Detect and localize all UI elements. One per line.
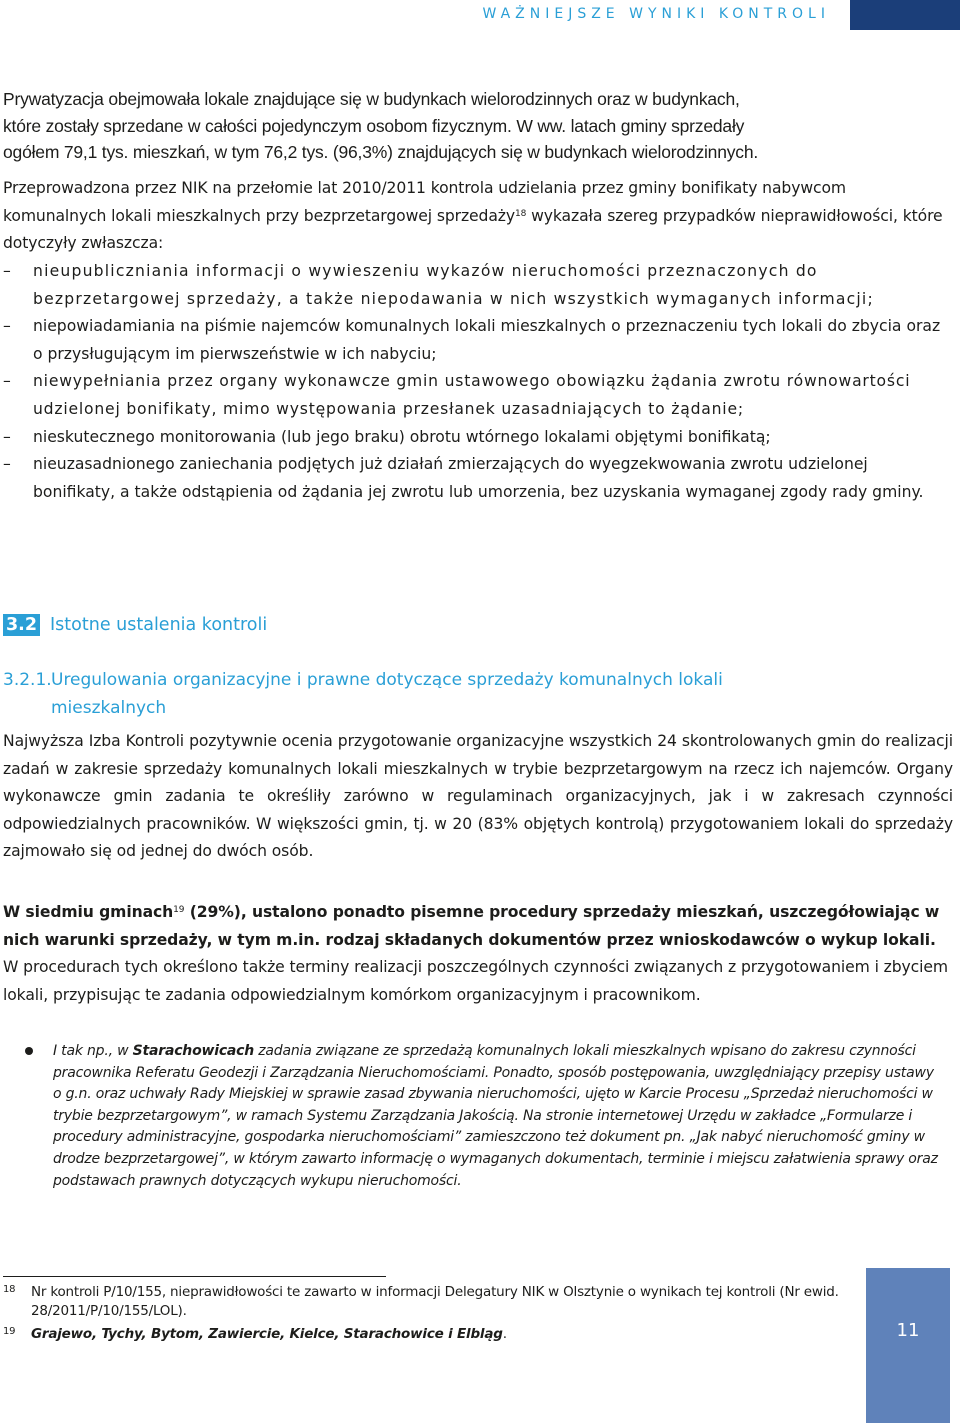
bold-text: W siedmiu gminach (3, 903, 174, 921)
list-item (3, 451, 953, 506)
dash-marker: – (3, 455, 11, 474)
paragraph-text: wykazała szereg przypadków nieprawidłowości, które dotyczyły zwłaszcza: (3, 206, 943, 253)
note-bold: Starachowicach (132, 1043, 255, 1059)
bullet-icon (25, 1047, 33, 1055)
paragraph-procedures (3, 899, 953, 1009)
list-item-text: niepowiadamiania na piśmie najemców komunalnych lokali mieszkalnych o przeznaczeniu tych lokali do zbycia oraz o przysługującym im pierwszeństwie w ich nabyciu; (33, 317, 941, 363)
subsection-title-continued: mieszkalnych (51, 698, 167, 718)
page-number-block (866, 1268, 950, 1423)
subsection-title: Uregulowania organizacyjne i prawne dotyczące sprzedaży komunalnych lokali (51, 670, 723, 690)
paragraph-text: W procedurach tych określono także terminy realizacji poszczególnych czynności związanych z przygotowaniem i zbyciem lokali, przypisując te zadania odpowiedzialnym komórkom organizacyjnym i pracownikom. (3, 958, 948, 1004)
list-item-text: nieuzasadnionego zaniechania podjętych już działań zmierzających do wyegzekwowania zwrotu udzielonej bonifikaty, a także odstąpienia od żądania jej zwrotu lub umorzenia, bez uzyskania wymaganej zgody rady gminy. (33, 455, 924, 501)
list-item (3, 313, 953, 368)
footnote-text: Nr kontroli P/10/155, nieprawidłowości te zawarto w informacji Delegatury NIK w Olsztynie o wynikach tej kontroli (Nr ewid. 28/2011/P/10/155/LOL). (31, 1284, 839, 1319)
paragraph-line: które zostały sprzedane w całości pojedynczym osobom fizycznym. W ww. latach gminy sprzedały (3, 115, 745, 136)
dash-marker: – (3, 317, 11, 336)
paragraph-privatization (3, 86, 953, 166)
subsection-number: 3.2.1. (3, 670, 52, 690)
page-number: 11 (896, 1320, 920, 1341)
header-color-block (850, 0, 960, 30)
dash-marker: – (3, 262, 11, 280)
footnote-ref-18[interactable]: 18 (515, 208, 527, 219)
paragraph-line: ogółem 79,1 tys. mieszkań, w tym 76,2 tys. (96,3%) znajdujących się w budynkach wielorodzinnych. (3, 142, 759, 162)
list-item-text: nieskutecznego monitorowania (lub jego braku) obrotu wtórnego lokalami objętymi bonifikatą; (33, 427, 771, 446)
section-title: Istotne ustalenia kontroli (50, 615, 268, 635)
footnote-19 (3, 1325, 843, 1344)
list-item-text: nieupubliczniania informacji o wywieszeniu wykazów nieruchomości przeznaczonych do bezprzetargowej sprzedaży, a także niepodawania w nich wszystkich wymaganych informacji; (33, 262, 874, 308)
list-item (3, 258, 953, 313)
paragraph-text: Przeprowadzona przez NIK na przełomie lat 2010/2011 kontrola udzielania przez gminy bonifikaty nabywcom komunalnych lokali mieszkalnych przy bezprzetargowej sprzedaży (3, 179, 847, 225)
dash-marker: – (3, 372, 11, 391)
bold-text: (29%), ustalono ponadto pisemne procedury sprzedaży mieszkań, uszczegółowiając w nich warunki sprzedaży, w tym m.in. rodzaj składanych dokumentów przez wnioskodawców o wykup lokali. (3, 903, 940, 949)
footnotes (3, 1283, 843, 1344)
footnote-number: 19 (3, 1326, 16, 1337)
note-text (3, 1041, 943, 1192)
list-item-text: niewypełniania przez organy wykonawcze gmin ustawowego obowiązku żądania zwrotu równowartości udzielonej bonifikaty, mimo występowania przesłanek uzasadniających to żądanie; (33, 372, 911, 418)
subsection-heading (3, 666, 943, 722)
footnote-number: 18 (3, 1284, 16, 1295)
irregularities-list (3, 258, 953, 506)
dash-marker: – (3, 427, 11, 446)
paragraph-assessment: Najwyższa Izba Kontroli pozytywnie ocenia przygotowanie organizacyjne wszystkich 24 skontrolowanych gmin do realizacji zadań w zakresie sprzedaży komunalnych lokali mieszkalnych w trybie bezprzetargowym na rzecz ich najemców. Organy wykonawcze gmin zadania te określiły zarówno w regulaminach organizacyjnych, jak i w zakresach czynności odpowiedzialnych pracowników. W większości gmin, tj. w 20 (83% objętych kontrolą) przygotowaniem lokali do sprzedaży zajmowało się od jednej do dwóch osób. (3, 732, 953, 861)
footnote-suffix: . (502, 1326, 507, 1342)
footnote-text: Grajewo, Tychy, Bytom, Zawiercie, Kielce, Starachowice i Elbląg (31, 1326, 503, 1342)
example-note (3, 1041, 943, 1192)
note-rest: zadania związane ze sprzedażą komunalnych lokali mieszkalnych wpisano do zakresu czynności pracownika Referatu Geodezji i Zarządzania Nieruchomościami. Ponadto, sposób postępowania, uwzględniający przepisy ustawy o g.n. oraz uchwały Rady Miejskiej w sprawie zasad zbywania nieruchomości, ujęto w Karcie Procesu „Sprzedaż nieruchomości w trybie bezprzetargowym”, w ramach Systemu Zarządzania Jakością. Na stronie internetowej Urzędu w zakładce „Formularze i procedury administracyjne, gospodarka nieruchomościami” zamieszczono też dokument pn. „Jak nabyć nieruchomość gminy w drodze bezprzetargowej”, w którym zawarto informację o wymaganych dokumentach, terminie i miejscu załatwienia sprawy oraz podstawach prawnych dotyczących wykupu nieruchomości. (53, 1043, 938, 1189)
note-lead: I tak np., w (53, 1043, 133, 1059)
footnote-18 (3, 1283, 843, 1321)
list-item (3, 424, 953, 452)
footnote-ref-19[interactable]: 19 (173, 905, 185, 915)
section-heading (3, 614, 267, 636)
section-number: 3.2 (3, 614, 40, 636)
list-item (3, 368, 953, 423)
header-title: WAŻNIEJSZE WYNIKI KONTROLI (482, 6, 830, 22)
paragraph-line: Prywatyzacja obejmowała lokale znajdujące się w budynkach wielorodzinnych oraz w budynkach, (3, 89, 740, 109)
footnote-divider (3, 1276, 386, 1277)
paragraph-nik-control (3, 175, 953, 258)
